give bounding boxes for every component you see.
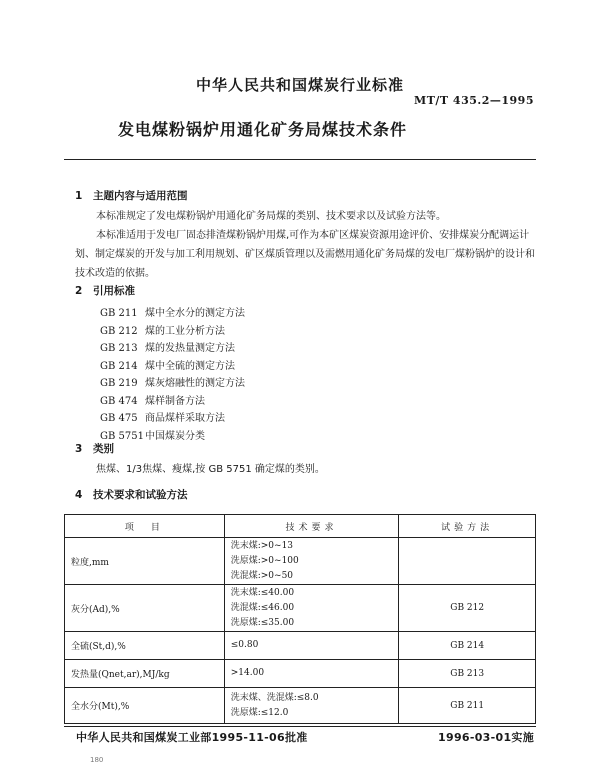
reference-item — [100, 323, 245, 341]
section-1-paragraph-1: 本标准规定了发电煤粉锅炉用通化矿务局煤的类别、技术要求以及试验方法等。 — [96, 211, 446, 222]
cell-requirement — [224, 538, 399, 585]
requirement-line: ≤0.80 — [230, 640, 259, 650]
standard-category-title: 中华人民共和国煤炭行业标准 — [195, 76, 404, 94]
page-number: 180 — [90, 756, 104, 764]
cell-method: GB 213 — [399, 660, 536, 688]
table-row — [65, 632, 536, 660]
section-title: 主题内容与适用范围 — [93, 190, 188, 202]
reference-item — [100, 375, 245, 393]
reference-name: 煤灰熔融性的测定方法 — [145, 378, 245, 389]
reference-item — [100, 410, 245, 428]
reference-item — [100, 340, 245, 358]
technical-requirements-table — [64, 514, 536, 724]
column-header-item: 项 目 — [65, 515, 225, 538]
reference-list — [100, 305, 245, 445]
reference-item — [100, 393, 245, 411]
requirement-line: 洗原煤:≤35.00 — [230, 617, 295, 628]
requirement-line: >14.00 — [230, 668, 265, 678]
requirement-line: 洗末煤:>0~13 — [230, 540, 294, 551]
implementation-date: 1996-03-01实施 — [438, 731, 534, 744]
table-row — [65, 688, 536, 724]
section-title: 引用标准 — [93, 285, 135, 297]
cell-item: 发热量(Qnet,ar),MJ/kg — [65, 660, 225, 688]
cell-requirement — [224, 688, 399, 724]
section-3-heading — [75, 441, 114, 456]
table-row — [65, 538, 536, 585]
cell-method: GB 214 — [399, 632, 536, 660]
reference-code: GB 211 — [100, 308, 138, 319]
section-number: 4 — [75, 489, 83, 501]
section-title: 技术要求和试验方法 — [93, 489, 188, 501]
requirement-line: 洗原煤:>0~100 — [230, 555, 299, 566]
table-header-row — [65, 515, 536, 538]
reference-item — [100, 428, 245, 446]
requirement-line: 洗混煤:>0~50 — [230, 570, 294, 581]
reference-name: 商品煤样采取方法 — [145, 413, 225, 424]
reference-code: GB 219 — [100, 378, 138, 389]
reference-name: 煤中全硫的测定方法 — [145, 360, 235, 372]
cell-method: GB 211 — [399, 688, 536, 724]
reference-code: GB 474 — [100, 395, 138, 407]
table-row — [65, 585, 536, 632]
cell-item: 粒度,mm — [65, 538, 225, 585]
cell-item: 全水分(Mt),% — [65, 688, 225, 724]
column-header-method: 试验方法 — [399, 515, 536, 538]
section-1-paragraph-2: 本标准适用于发电厂固态排渣煤粉锅炉用煤,可作为本矿区煤炭资源用途评价、安排煤炭分配调运计划、制定煤炭的开发与加工利用规划、矿区煤质管理以及需燃用通化矿务局煤的发电厂煤粉锅炉的设计和技术改造的依据。 — [75, 230, 535, 279]
section-4-heading — [75, 487, 188, 502]
standard-code: MT/T 435.2—1995 — [414, 94, 534, 107]
section-2-heading — [75, 283, 135, 298]
cell-requirement — [224, 632, 399, 660]
column-header-requirement: 技术要求 — [224, 515, 399, 538]
reference-code: GB 213 — [100, 343, 138, 354]
section-3-paragraph: 焦煤、1/3焦煤、瘦煤,按 GB 5751 确定煤的类别。 — [96, 464, 325, 475]
reference-name: 中国煤炭分类 — [145, 430, 205, 442]
reference-name: 煤中全水分的测定方法 — [145, 308, 245, 319]
cell-item: 灰分(Ad),% — [65, 585, 225, 632]
section-title: 类别 — [93, 443, 114, 455]
header-divider — [64, 159, 536, 160]
cell-method — [399, 538, 536, 585]
requirement-line: 洗混煤:≤46.00 — [230, 602, 295, 613]
reference-name: 煤的工业分析方法 — [145, 325, 225, 337]
cell-method: GB 212 — [399, 585, 536, 632]
section-number: 3 — [75, 443, 83, 455]
section-number: 1 — [75, 190, 83, 202]
footer-divider — [64, 726, 536, 727]
cell-requirement — [224, 660, 399, 688]
cell-item: 全硫(St,d),% — [65, 632, 225, 660]
reference-name: 煤样制备方法 — [145, 395, 205, 407]
reference-code: GB 5751 — [100, 430, 144, 442]
reference-code: GB 214 — [100, 360, 138, 372]
reference-code: GB 475 — [100, 413, 138, 424]
section-number: 2 — [75, 285, 83, 297]
requirement-line: 洗原煤:≤12.0 — [230, 707, 289, 718]
reference-code: GB 212 — [100, 325, 138, 337]
document-title: 发电煤粉锅炉用通化矿务局煤技术条件 — [118, 120, 408, 139]
reference-item — [100, 358, 245, 376]
approval-statement: 中华人民共和国煤炭工业部1995-11-06批准 — [76, 731, 308, 744]
cell-requirement — [224, 585, 399, 632]
requirement-line: 洗末煤、洗混煤:≤8.0 — [230, 692, 319, 703]
table-row — [65, 660, 536, 688]
reference-name: 煤的发热量测定方法 — [145, 343, 235, 354]
requirement-line: 洗末煤:≤40.00 — [230, 587, 295, 598]
section-1-heading — [75, 188, 188, 203]
reference-item — [100, 305, 245, 323]
